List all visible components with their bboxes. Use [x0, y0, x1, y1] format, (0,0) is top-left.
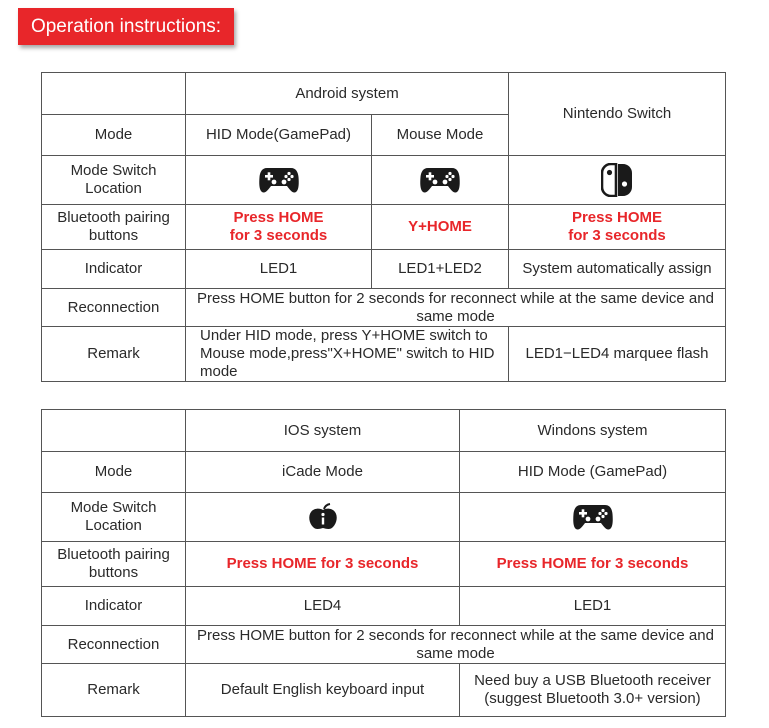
pairing-label-line2: buttons	[88, 564, 139, 581]
hid-indicator-cell: LED1	[186, 250, 372, 289]
pairing-label-line2: buttons	[88, 227, 139, 244]
gamepad-icon	[258, 165, 300, 195]
mode-switch-label-line1: Mode Switch	[70, 162, 157, 179]
section-banner: Operation instructions:	[18, 8, 234, 45]
ios-pairing-cell: Press HOME for 3 seconds	[186, 542, 460, 587]
reconnection-label: Reconnection	[42, 626, 186, 664]
table-row	[42, 156, 726, 205]
remark-label: Remark	[42, 664, 186, 717]
switch-pairing-line2: for 3 seconds	[568, 227, 666, 244]
windows-remark-line1: Need buy a USB Bluetooth receiver	[474, 672, 711, 689]
reconnection-cell: Press HOME button for 2 seconds for reconnect while at the same device and same mode	[186, 626, 726, 664]
mode-label: Mode	[42, 115, 186, 156]
switch-mode-switch-cell	[509, 156, 726, 205]
table-row	[42, 493, 726, 542]
mouse-mode-switch-cell	[372, 156, 509, 205]
nintendo-switch-icon	[601, 163, 633, 197]
mode-switch-label	[42, 156, 186, 205]
switch-pairing-cell	[509, 205, 726, 250]
header-empty-cell	[42, 73, 186, 115]
mode-switch-label-line2: Location	[85, 180, 142, 197]
android-remark-line1: Under HID mode, press Y+HOME switch to	[200, 327, 488, 344]
table-row	[42, 542, 726, 587]
pairing-label-line1: Bluetooth pairing	[57, 209, 170, 226]
ios-mode-switch-cell	[186, 493, 460, 542]
windows-pairing-cell: Press HOME for 3 seconds	[460, 542, 726, 587]
table-row	[42, 587, 726, 626]
android-remark-line2: Mouse mode,press"X+HOME" switch to HID mode	[200, 345, 495, 380]
table-row	[42, 205, 726, 250]
hid-pairing-line1: Press HOME	[233, 209, 324, 226]
windows-remark-line2: (suggest Bluetooth 3.0+ version)	[484, 690, 701, 707]
windows-indicator-cell: LED1	[460, 587, 726, 626]
nintendo-switch-header: Nintendo Switch	[509, 73, 726, 156]
switch-indicator-cell: System automatically assign	[509, 250, 726, 289]
hid-pairing-line2: for 3 seconds	[229, 227, 328, 244]
windows-mode-switch-cell	[460, 493, 726, 542]
pairing-label-line1: Bluetooth pairing	[57, 546, 170, 563]
apple-icon	[308, 503, 338, 531]
mode-switch-label-line2: Location	[85, 517, 142, 534]
mode-label: Mode	[42, 452, 186, 493]
hid-mode-cell: HID Mode(GamePad)	[186, 115, 372, 156]
remark-label: Remark	[42, 327, 186, 382]
pairing-label	[42, 205, 186, 250]
table-row	[42, 664, 726, 717]
reconnection-label: Reconnection	[42, 289, 186, 327]
windows-mode-cell: HID Mode (GamePad)	[460, 452, 726, 493]
ios-indicator-cell: LED4	[186, 587, 460, 626]
ios-remark-cell: Default English keyboard input	[186, 664, 460, 717]
windows-remark-cell	[460, 664, 726, 717]
indicator-label: Indicator	[42, 587, 186, 626]
android-system-header: Android system	[186, 73, 509, 115]
mouse-pairing-cell: Y+HOME	[372, 205, 509, 250]
ios-system-header: IOS system	[186, 410, 460, 452]
mode-switch-label-line1: Mode Switch	[70, 499, 157, 516]
android-remark-cell	[186, 327, 509, 382]
hid-mode-switch-cell	[186, 156, 372, 205]
ios-mode-cell: iCade Mode	[186, 452, 460, 493]
switch-remark-cell: LED1−LED4 marquee flash	[509, 327, 726, 382]
header-empty-cell	[42, 410, 186, 452]
pairing-label	[42, 542, 186, 587]
table-row	[42, 626, 726, 664]
indicator-label: Indicator	[42, 250, 186, 289]
reconnection-cell: Press HOME button for 2 seconds for reconnect while at the same device and same mode	[186, 289, 726, 327]
table-row	[42, 289, 726, 327]
table-row	[42, 327, 726, 382]
table-row	[42, 410, 726, 452]
windows-system-header: Windons system	[460, 410, 726, 452]
gamepad-icon	[419, 165, 461, 195]
mode-switch-label	[42, 493, 186, 542]
table-row	[42, 452, 726, 493]
switch-pairing-line1: Press HOME	[571, 209, 663, 226]
android-switch-table	[41, 72, 726, 382]
hid-pairing-cell	[186, 205, 372, 250]
table-row	[42, 250, 726, 289]
mouse-indicator-cell: LED1+LED2	[372, 250, 509, 289]
mouse-mode-cell: Mouse Mode	[372, 115, 509, 156]
ios-windows-table	[41, 409, 726, 717]
table-row	[42, 73, 726, 115]
gamepad-icon	[572, 502, 614, 532]
